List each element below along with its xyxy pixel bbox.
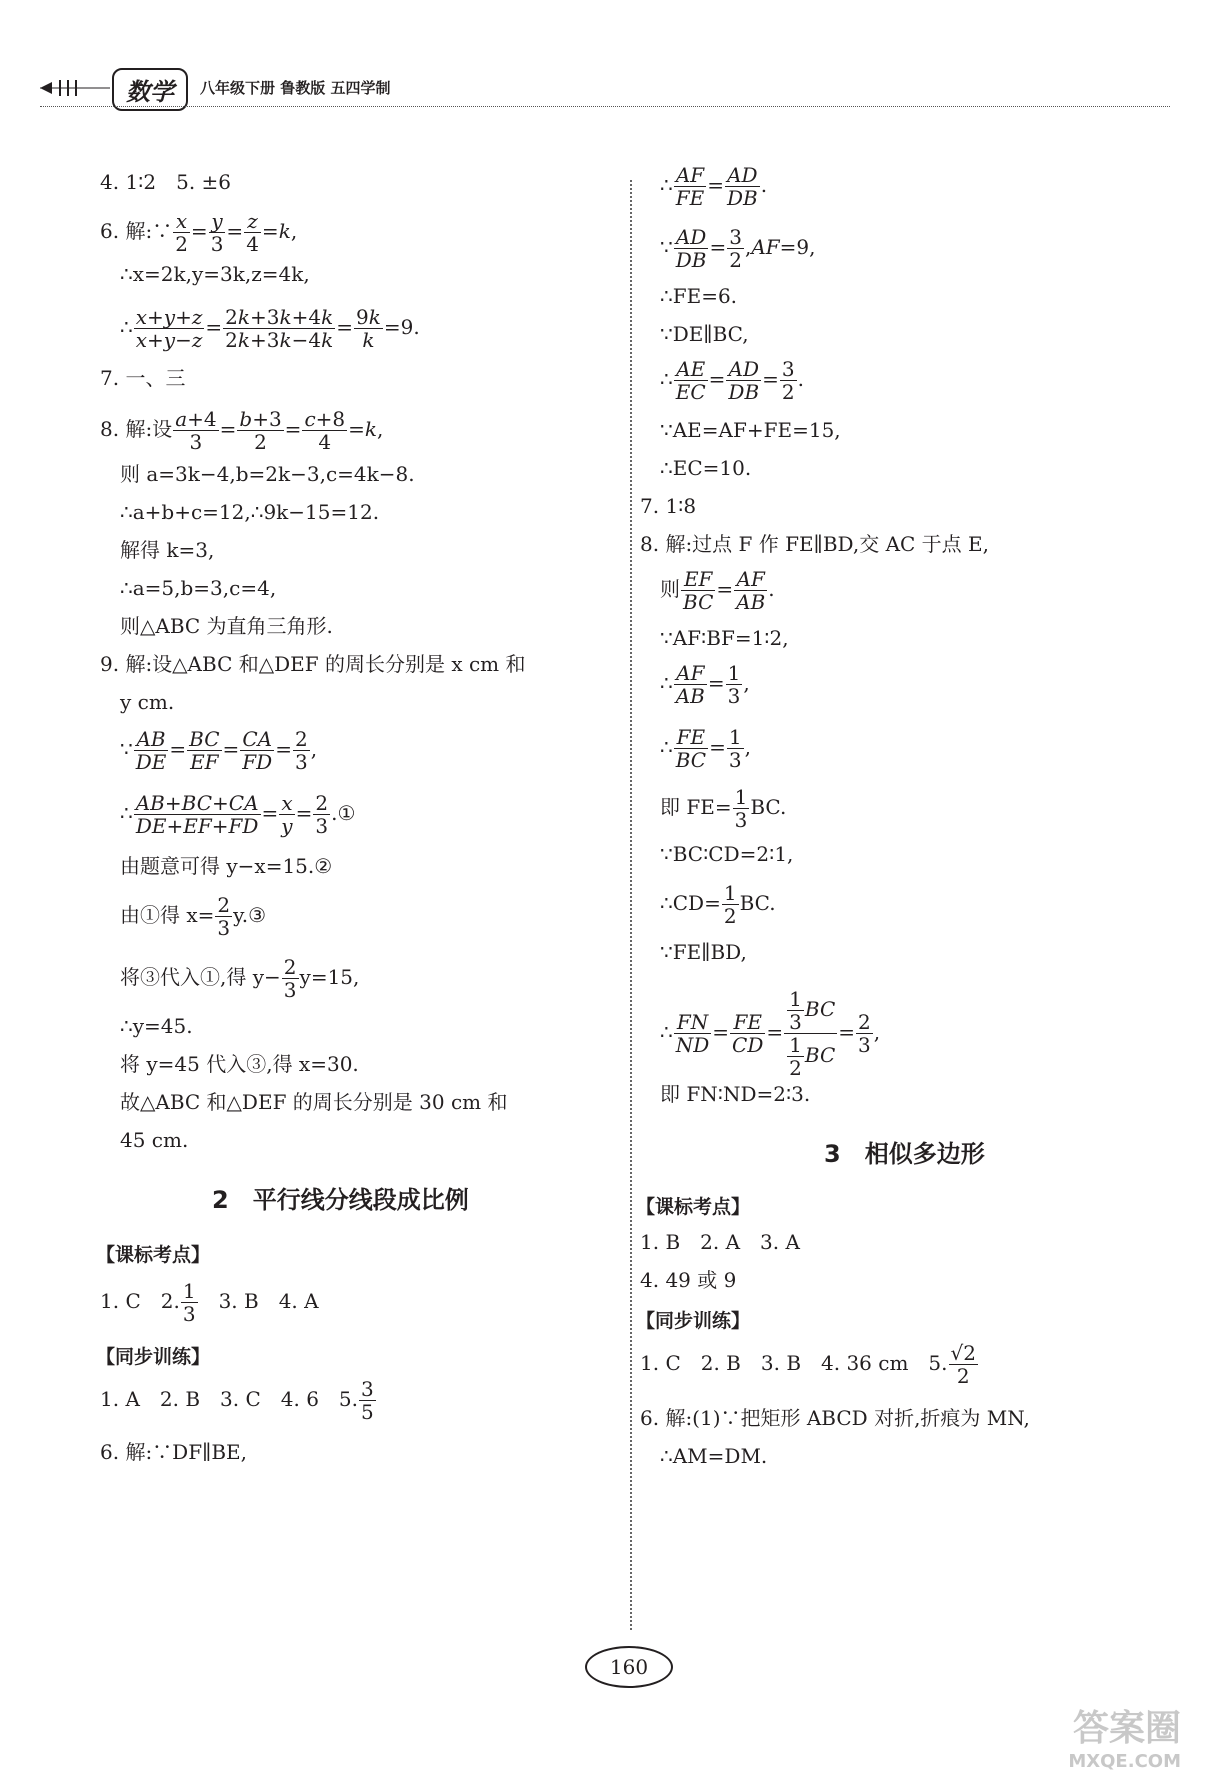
answer-line: 1. A 2. B 3. C 4. 6 5. $\frac{3}{5}$ — [100, 1377, 374, 1424]
answer-line: 由①得 x= $\frac{2}{3}$ y.③ — [120, 893, 267, 940]
answer-line: 6. 解:∵DF∥BE, — [100, 1440, 247, 1464]
answer-line: ∵BC∶CD=2∶1, — [660, 842, 794, 866]
section-tag: 【课标考点】 — [96, 1244, 211, 1266]
book-info: 八年级下册 鲁教版 五四学制 — [200, 79, 391, 97]
answer-line: ∴a=5,b=3,c=4, — [120, 576, 277, 600]
answer-line: 即 FN∶ND=2∶3. — [660, 1082, 811, 1106]
answer-line: 1. C 2. B 3. B 4. 36 cm 5. $\frac{√2}{2}$ — [640, 1341, 976, 1388]
answer-line: 1. B 2. A 3. A — [640, 1230, 800, 1254]
answer-line: ∴CD= $\frac{1}{2}$ BC. — [660, 881, 776, 928]
answer-line: 由题意可得 y−x=15.② — [120, 854, 333, 878]
answer-line: 7. 一、三 — [100, 366, 186, 390]
section-tag: 【课标考点】 — [636, 1196, 751, 1218]
section-title: 3 相似多边形 — [824, 1140, 985, 1168]
answer-line: ∴FE=6. — [660, 284, 738, 308]
answer-line: ∴AM=DM. — [660, 1444, 768, 1468]
answer-line: ∴a+b+c=12,∴9k−15=12. — [120, 500, 380, 524]
answer-line: 4. 1∶2 5. ±6 — [100, 170, 232, 194]
answer-line: 8. 解:过点 F 作 FE∥BD,交 AC 于点 E, — [640, 532, 989, 556]
answer-line: y cm. — [120, 690, 175, 714]
answer-line: ∴ $\frac{FN}{ND}$ = $\frac{FE}{CD}$ = $\frac{1}{3}$ BC $\frac{1}{2}$ BC = $\frac{2}{3}$ , — [660, 987, 881, 1080]
answer-line: ∴EC=10. — [660, 456, 752, 480]
section-tag: 【同步训练】 — [636, 1310, 751, 1332]
answer-line: ∴ $\frac{FE}{BC}$ = $\frac{1}{3}$ , — [660, 725, 751, 772]
answer-line: 6. 解:(1)∵把矩形 ABCD 对折,折痕为 MN, — [640, 1406, 1030, 1430]
answer-line: 9. 解:设△ABC 和△DEF 的周长分别是 x cm 和 — [100, 652, 526, 676]
answer-line: ∵ $\frac{AB}{DE}$ = $\frac{BC}{EF}$ = $\frac{CA}{FD}$ = $\frac{2}{3}$ , — [120, 727, 318, 774]
answer-line: 将③代入①,得 y− $\frac{2}{3}$ y=15, — [120, 955, 360, 1002]
column-divider — [630, 180, 632, 1630]
answer-line: ∴y=45. — [120, 1014, 193, 1038]
section-tag: 【同步训练】 — [96, 1346, 211, 1368]
watermark — [1068, 1700, 1181, 1772]
section-title: 2 平行线分线段成比例 — [212, 1186, 469, 1214]
answer-line: ∴ $\frac{AB+BC+CA}{DE+EF+FD}$ = $\frac{x}{y}$ = $\frac{2}{3}$ .① — [120, 791, 356, 838]
answer-line: 故△ABC 和△DEF 的周长分别是 30 cm 和 — [120, 1090, 508, 1114]
answer-line: 则△ABC 为直角三角形. — [120, 614, 333, 638]
page-header — [40, 60, 1170, 110]
answer-line: 8. 解:设 $\frac{a+4}{3}$ = $\frac{b+3}{2}$ = $\frac{c+8}{4}$ =k, — [100, 407, 384, 454]
answer-line: ∵FE∥BD, — [660, 940, 747, 964]
answer-line: ∴ $\frac{AE}{EC}$ = $\frac{AD}{DB}$ = $\frac{3}{2}$ . — [660, 357, 804, 404]
answer-line: ∴ $\frac{AF}{AB}$ = $\frac{1}{3}$ , — [660, 661, 750, 708]
answer-line: 45 cm. — [120, 1128, 189, 1152]
answer-line: ∵DE∥BC, — [660, 322, 749, 346]
answer-line: ∴ $\frac{AF}{FE}$ = $\frac{AD}{DB}$ . — [660, 163, 768, 210]
answer-line: 则 $\frac{EF}{BC}$ = $\frac{AF}{AB}$ . — [660, 567, 775, 614]
answer-line: 7. 1∶8 — [640, 494, 697, 518]
header-rule — [40, 106, 1170, 107]
watermark-main: 答案圈 — [1072, 1708, 1181, 1749]
answer-line: 4. 49 或 9 — [640, 1268, 737, 1292]
answer-line: 即 FE= $\frac{1}{3}$ BC. — [660, 785, 787, 832]
header-decor-icon — [40, 78, 110, 98]
answer-line: 将 y=45 代入③,得 x=30. — [120, 1052, 359, 1076]
page-number: 160 — [585, 1646, 673, 1688]
answer-line: 6. 解:∵ $\frac{x}{2}$ = $\frac{y}{3}$ = $\frac{z}{4}$ =k, — [100, 209, 298, 256]
watermark-sub: MXQE.COM — [1068, 1751, 1181, 1772]
answer-line: ∴ $\frac{x+y+z}{x+y-z}$ = $\frac{2k+3k+4k}{2k+3k-4k}$ = $\frac{9k}{k}$ =9. — [120, 305, 420, 352]
answer-line: ∵ $\frac{AD}{DB}$ = $\frac{3}{2}$ ,AF=9, — [660, 225, 816, 272]
answer-line: 1. C 2. $\frac{1}{3}$ 3. B 4. A — [100, 1279, 319, 1326]
answer-line: 解得 k=3, — [120, 538, 215, 562]
answer-line: 则 a=3k−4,b=2k−3,c=4k−8. — [120, 462, 415, 486]
answer-line: ∴x=2k,y=3k,z=4k, — [120, 262, 310, 286]
answer-line: ∵AF∶BF=1∶2, — [660, 626, 789, 650]
subject-badge: 数学 — [112, 68, 188, 111]
answer-line: ∵AE=AF+FE=15, — [660, 418, 841, 442]
